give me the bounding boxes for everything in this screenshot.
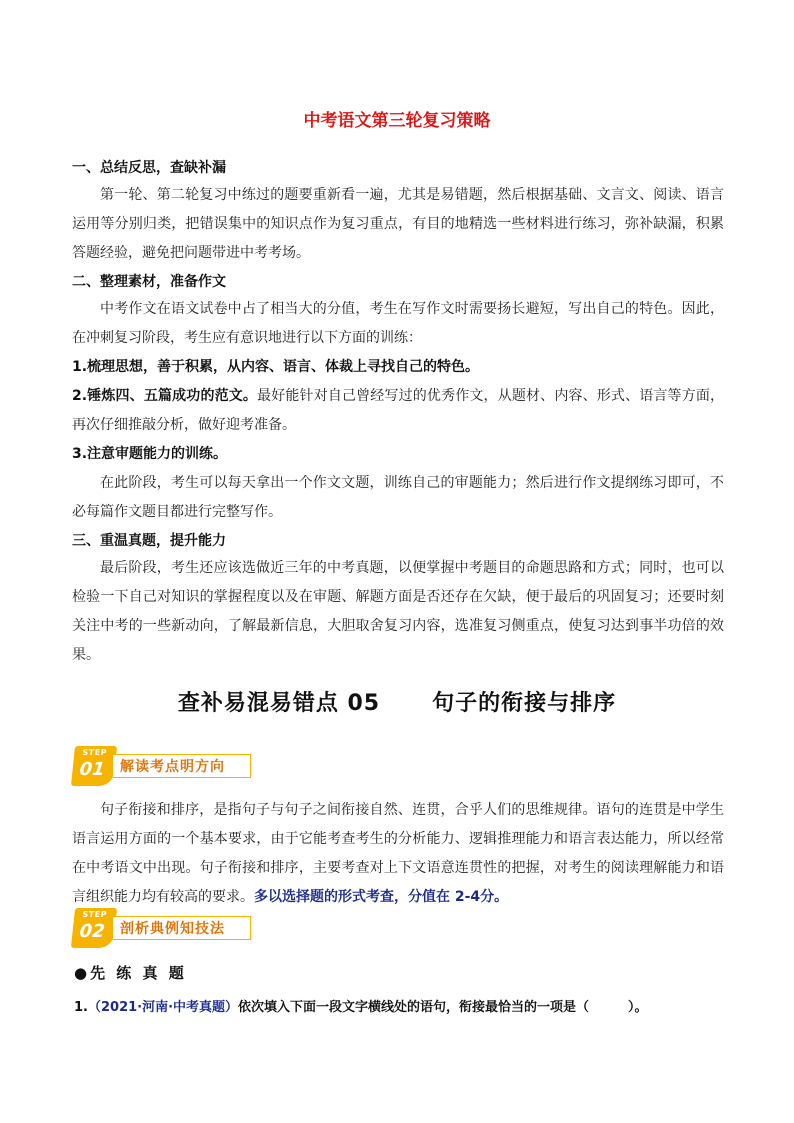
point-3: 3.注意审题能力的训练。 xyxy=(72,446,228,462)
intro-body xyxy=(72,796,724,912)
strategy-body xyxy=(72,152,724,670)
question-text: 依次填入下面一段文字横线处的语句，衔接最恰当的一项是（ ）。 xyxy=(238,1000,648,1015)
section-heading-1: 一、总结反思，查缺补漏 xyxy=(72,160,226,176)
intro-main: 句子衔接和排序，是指句子与句子之间衔接自然、连贯，合乎人们的思维规律。语句的连贯是中学生语言运用方面的一个基本要求，由于它能考查考生的分析能力、逻辑推理能力和语言表达能力，所以经常在中考语文中出现。句子衔接和排序，主要考查对上下文语意连贯性的把握，对考生的阅读理解能力和语言组织能力均有较高的要求。 xyxy=(72,802,724,905)
step-badge-number: 02 xyxy=(78,921,106,942)
step-01-label: 解读考点明方向 xyxy=(113,754,251,778)
step-badge-number: 01 xyxy=(78,759,106,780)
page-title: 中考语文第三轮复习策略 xyxy=(303,111,491,131)
question-1 xyxy=(74,996,648,1015)
intro-text xyxy=(72,796,724,912)
question-source: （2021·河南·中考真题） xyxy=(87,1000,239,1015)
step-badge-text: STEP xyxy=(81,910,108,919)
step-badge-icon xyxy=(71,908,117,948)
intro-emphasis: 多以选择题的形式考查，分值在 2-4分。 xyxy=(254,889,509,905)
point-3-text: 在此阶段，考生可以每天拿出一个作文文题，训练自己的审题能力；然后进行作文提纲练习即可，不必每篇作文题目都进行完整写作。 xyxy=(72,475,724,520)
section-heading-2: 二、整理素材，准备作文 xyxy=(72,274,226,290)
point-1: 1.梳理思想，善于积累，从内容、语言、体裁上寻找自己的特色。 xyxy=(72,359,480,375)
step-02-banner xyxy=(73,908,263,950)
section-text-2: 中考作文在语文试卷中占了相当大的分值，考生在写作文时需要扬长避短，写出自己的特色。因此，在冲刺复习阶段，考生应有意识地进行以下方面的训练： xyxy=(72,301,724,346)
point-2-text: 最好能针对自己曾经写过的优秀作文，从题材、内容、形式、语言等方面，再次仔细推敲分析，做好迎考准备。 xyxy=(72,388,725,433)
error-point-number: 查补易混易错点 05 xyxy=(177,691,381,716)
section-text-3: 最后阶段，考生还应该选做近三年的中考真题，以便掌握中考题目的命题思路和方式；同时，也可以检验一下自己对知识的掌握程度以及在审题、解题方面是否还存在欠缺，便于最后的巩固复习；还要时刻关注中考的一些新动向，了解最新信息，大胆取舍复习内容，选准复习侧重点，使复习达到事半功倍的效果。 xyxy=(72,560,724,663)
step-badge-icon xyxy=(71,746,117,786)
question-number: 1. xyxy=(74,1000,88,1015)
section-text-1: 第一轮、第二轮复习中练过的题要重新看一遍，尤其是易错题，然后根据基础、文言文、阅读、语言运用等分别归类，把错误集中的知识点作为复习重点，有目的地精选一些材料进行练习，弥补缺漏，积累答题经验，避免把问题带进中考考场。 xyxy=(72,187,724,261)
point-2-bold: 2.锤炼四、五篇成功的范文。 xyxy=(72,388,258,404)
practice-heading: ●先 练 真 题 xyxy=(74,964,187,982)
step-badge-text: STEP xyxy=(81,748,108,757)
step-01-banner xyxy=(73,746,263,788)
step-02-label: 剖析典例知技法 xyxy=(113,916,251,940)
point-2 xyxy=(72,382,724,440)
section-heading-3: 三、重温真题，提升能力 xyxy=(72,533,226,549)
error-point-topic: 句子的衔接与排序 xyxy=(432,691,617,716)
error-point-heading xyxy=(0,686,794,717)
